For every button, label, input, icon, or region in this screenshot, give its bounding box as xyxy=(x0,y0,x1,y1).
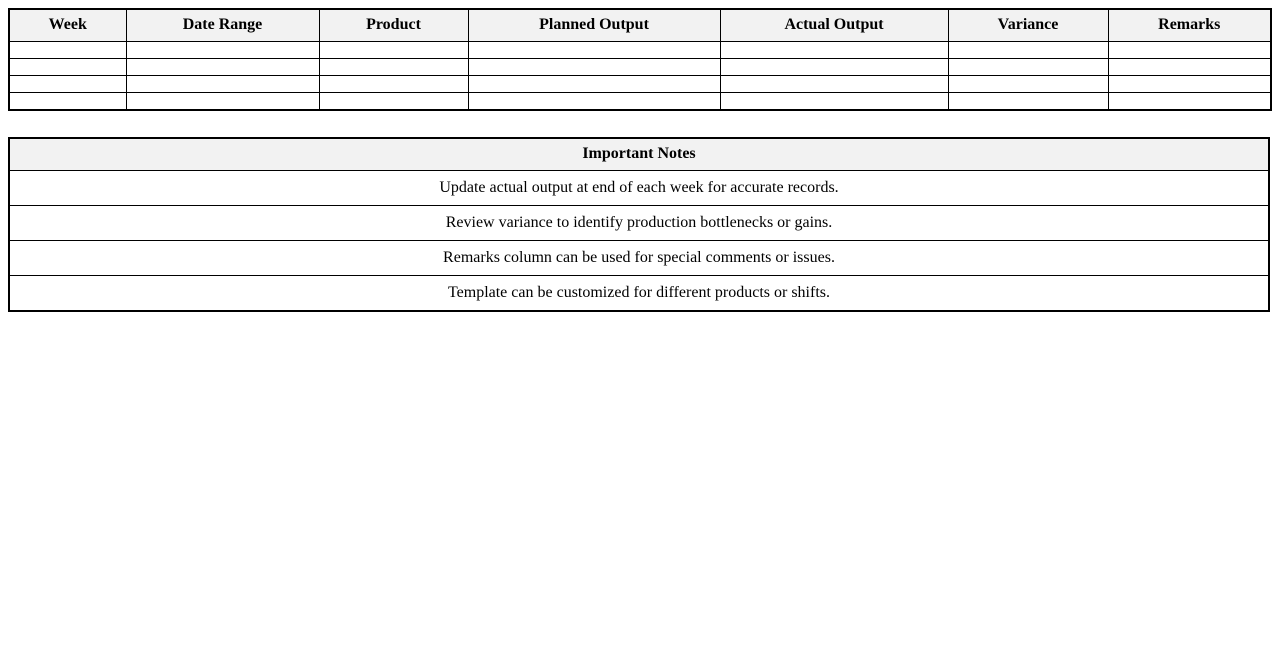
empty-cell-remarks xyxy=(1108,42,1271,59)
empty-cell-week xyxy=(9,76,126,93)
empty-cell-week xyxy=(9,93,126,110)
column-header-product: Product xyxy=(319,9,468,42)
empty-cell-date-range xyxy=(126,42,319,59)
note-item: Template can be customized for different products or shifts. xyxy=(9,275,1269,311)
empty-cell-actual-output xyxy=(720,42,948,59)
empty-cell-product xyxy=(319,59,468,76)
schedule-empty-row xyxy=(9,93,1271,110)
empty-cell-planned-output xyxy=(468,93,720,110)
schedule-empty-row xyxy=(9,76,1271,93)
empty-cell-product xyxy=(319,76,468,93)
notes-header-row xyxy=(9,138,1269,171)
schedule-empty-row xyxy=(9,59,1271,76)
empty-cell-remarks xyxy=(1108,93,1271,110)
empty-cell-remarks xyxy=(1108,59,1271,76)
empty-cell-date-range xyxy=(126,59,319,76)
column-header-date-range: Date Range xyxy=(126,9,319,42)
note-row xyxy=(9,205,1269,240)
empty-cell-week xyxy=(9,59,126,76)
empty-cell-planned-output xyxy=(468,42,720,59)
note-row xyxy=(9,275,1269,311)
empty-cell-actual-output xyxy=(720,93,948,110)
empty-cell-variance xyxy=(948,76,1108,93)
note-item: Remarks column can be used for special comments or issues. xyxy=(9,240,1269,275)
column-header-actual-output: Actual Output xyxy=(720,9,948,42)
weekly-production-schedule-table xyxy=(8,8,1272,111)
column-header-planned-output: Planned Output xyxy=(468,9,720,42)
schedule-empty-row xyxy=(9,42,1271,59)
note-row xyxy=(9,170,1269,205)
empty-cell-remarks xyxy=(1108,76,1271,93)
empty-cell-variance xyxy=(948,59,1108,76)
empty-cell-date-range xyxy=(126,93,319,110)
note-item: Update actual output at end of each week for accurate records. xyxy=(9,170,1269,205)
column-header-variance: Variance xyxy=(948,9,1108,42)
empty-cell-product xyxy=(319,42,468,59)
empty-cell-actual-output xyxy=(720,59,948,76)
empty-cell-product xyxy=(319,93,468,110)
note-row xyxy=(9,240,1269,275)
notes-title: Important Notes xyxy=(9,138,1269,171)
empty-cell-variance xyxy=(948,42,1108,59)
empty-cell-planned-output xyxy=(468,76,720,93)
empty-cell-actual-output xyxy=(720,76,948,93)
empty-cell-date-range xyxy=(126,76,319,93)
column-header-remarks: Remarks xyxy=(1108,9,1271,42)
important-notes-table xyxy=(8,137,1270,312)
schedule-header-row xyxy=(9,9,1271,42)
column-header-week: Week xyxy=(9,9,126,42)
empty-cell-planned-output xyxy=(468,59,720,76)
empty-cell-week xyxy=(9,42,126,59)
note-item: Review variance to identify production bottlenecks or gains. xyxy=(9,205,1269,240)
empty-cell-variance xyxy=(948,93,1108,110)
